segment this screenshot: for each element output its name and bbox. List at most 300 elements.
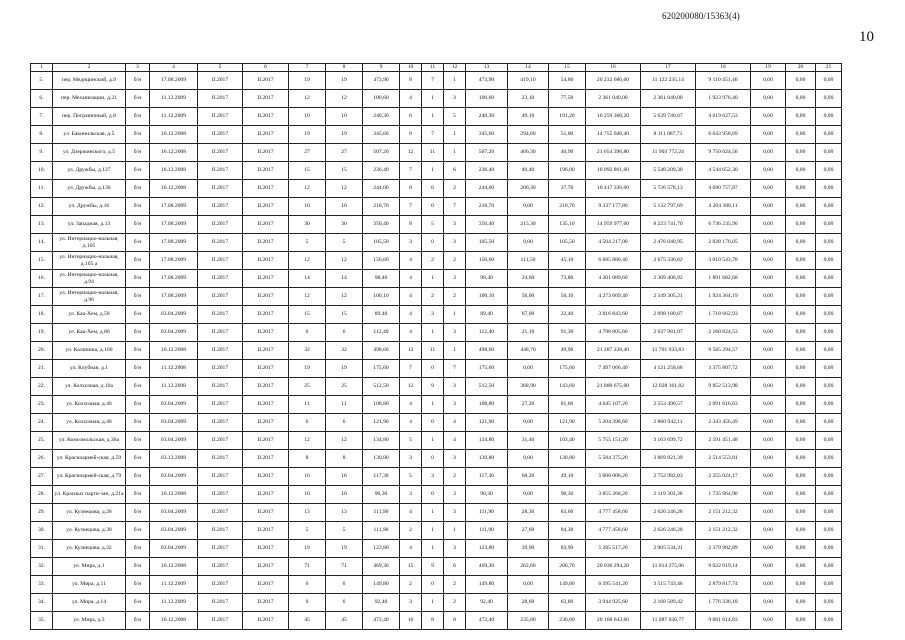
table-cell: 16: [289, 468, 326, 486]
table-cell: 28,30: [508, 504, 549, 522]
table-cell: 31,40: [508, 432, 549, 450]
table-cell: 3: [444, 90, 466, 108]
table-cell: 40,40: [508, 162, 549, 180]
table-cell: 2 905 534,31: [641, 540, 696, 558]
column-number-header: 11: [422, 64, 444, 72]
table-cell: 3 069 821,39: [641, 450, 696, 468]
table-cell: 73,80: [549, 270, 586, 288]
table-cell: 0,00: [751, 594, 786, 612]
table-cell: 12: [326, 180, 363, 198]
table-cell: 8: [400, 126, 422, 144]
table-cell: 244,00: [466, 180, 508, 198]
table-cell: 19: [289, 360, 326, 378]
table-cell: 6: [326, 414, 363, 432]
table-cell: 0,00: [786, 378, 816, 396]
address-cell: ул. Колхозная, д.10а: [53, 378, 126, 396]
table-cell: б/н: [126, 324, 150, 342]
table-cell: 17.08.2009: [150, 288, 198, 306]
table-cell: 0,00: [816, 558, 842, 576]
table-cell: 5 755 151,20: [586, 432, 641, 450]
table-cell: 236,40: [363, 162, 400, 180]
table-cell: II.2017: [243, 216, 289, 234]
table-cell: II.2017: [198, 126, 243, 144]
table-cell: 111,90: [363, 504, 400, 522]
address-cell: ул. Бакинильская, д.5: [53, 126, 126, 144]
column-number-header: 19: [751, 64, 786, 72]
table-cell: 0,00: [786, 396, 816, 414]
table-cell: 111,90: [466, 522, 508, 540]
table-cell: б/н: [126, 90, 150, 108]
table-cell: 0,00: [786, 522, 816, 540]
table-cell: 03.04.2009: [150, 522, 198, 540]
table-cell: 0,00: [751, 306, 786, 324]
table-cell: 0,00: [751, 216, 786, 234]
table-cell: 8: [326, 450, 363, 468]
table-cell: 2 309 406,92: [641, 270, 696, 288]
table-cell: 1: [422, 90, 444, 108]
row-index-cell: 14.: [31, 234, 53, 252]
table-cell: 206,70: [549, 558, 586, 576]
table-cell: 20 232 686,60: [586, 72, 641, 90]
table-cell: 3: [444, 396, 466, 414]
table-cell: 8 223 741,70: [641, 216, 696, 234]
table-cell: 1: [422, 324, 444, 342]
table-row: [31, 162, 842, 180]
table-cell: 0,00: [751, 234, 786, 252]
housing-table: [30, 63, 842, 630]
table-cell: 16.12.2008: [150, 612, 198, 630]
table-cell: 5 548 209,30: [641, 162, 696, 180]
table-cell: 469,30: [363, 558, 400, 576]
table-cell: II.2017: [198, 486, 243, 504]
table-cell: 1 923 976,40: [696, 90, 751, 108]
table-row: [31, 288, 842, 306]
table-cell: 0,00: [816, 486, 842, 504]
table-cell: 12: [289, 90, 326, 108]
table-cell: 112,40: [466, 324, 508, 342]
table-cell: 83,90: [549, 540, 586, 558]
row-index-cell: 27.: [31, 468, 53, 486]
table-cell: 4 619 627,53: [696, 108, 751, 126]
table-cell: 19: [289, 126, 326, 144]
table-cell: 2 637 981,07: [641, 324, 696, 342]
table-cell: II.2017: [198, 90, 243, 108]
table-cell: 27,60: [508, 522, 549, 540]
table-cell: 27: [326, 144, 363, 162]
table-cell: II.2017: [198, 576, 243, 594]
table-cell: 1 735 964,90: [696, 486, 751, 504]
table-cell: 121,90: [466, 414, 508, 432]
table-cell: 0,00: [751, 180, 786, 198]
table-cell: 27,20: [508, 396, 549, 414]
table-cell: б/н: [126, 288, 150, 306]
table-cell: 25: [289, 378, 326, 396]
address-cell: ул. Красноармей-ская, д.79: [53, 468, 126, 486]
table-cell: II.2017: [198, 432, 243, 450]
table-cell: 5 132 797,69: [641, 198, 696, 216]
table-cell: 1: [444, 72, 466, 90]
address-cell: ул. Клубная, д.1: [53, 360, 126, 378]
table-cell: б/н: [126, 396, 150, 414]
table-cell: 123,80: [363, 540, 400, 558]
table-cell: II.2017: [198, 504, 243, 522]
table-cell: 3: [444, 234, 466, 252]
table-cell: 0,00: [816, 396, 842, 414]
table-cell: 9 585 294,57: [696, 342, 751, 360]
table-cell: 8: [422, 612, 444, 630]
table-cell: 0,00: [508, 450, 549, 468]
table-cell: 111,90: [363, 522, 400, 540]
table-cell: 12: [400, 378, 422, 396]
table-cell: 22,40: [549, 306, 586, 324]
table-cell: 7: [444, 360, 466, 378]
table-cell: 16.12.2008: [150, 342, 198, 360]
table-cell: II.2017: [198, 612, 243, 630]
table-cell: 4 777 458,60: [586, 522, 641, 540]
table-cell: 10 092 861,60: [586, 162, 641, 180]
table-cell: 0,00: [751, 576, 786, 594]
table-cell: 6: [422, 180, 444, 198]
table-cell: 3: [444, 216, 466, 234]
address-cell: ул. Дзержинского, д.5: [53, 144, 126, 162]
table-cell: 2 168 589,42: [641, 594, 696, 612]
table-cell: 10 259 368,20: [586, 108, 641, 126]
table-cell: II.2017: [198, 288, 243, 306]
table-row: [31, 594, 842, 612]
table-cell: 0,00: [816, 522, 842, 540]
table-cell: 10: [289, 108, 326, 126]
table-cell: II.2017: [243, 414, 289, 432]
table-cell: 244,00: [363, 180, 400, 198]
table-row: [31, 306, 842, 324]
table-cell: 45: [289, 612, 326, 630]
table-cell: 7: [400, 360, 422, 378]
table-cell: б/н: [126, 414, 150, 432]
table-cell: II.2017: [243, 162, 289, 180]
table-cell: 50,10: [549, 288, 586, 306]
table-cell: 0,00: [816, 144, 842, 162]
table-cell: 350,40: [466, 216, 508, 234]
table-cell: 15: [326, 162, 363, 180]
address-cell: ул. Колхозная, д.46: [53, 396, 126, 414]
table-cell: 498,60: [466, 342, 508, 360]
row-index-cell: 32.: [31, 558, 53, 576]
column-number-header: 4: [150, 64, 198, 72]
table-cell: 240,30: [466, 108, 508, 126]
table-cell: 25: [326, 378, 363, 396]
address-cell: пер. Пограничный, д.8: [53, 108, 126, 126]
table-cell: 2 361 040,00: [641, 90, 696, 108]
address-cell: ул. Комсомольская, д.36а: [53, 432, 126, 450]
table-cell: 11.12.2008: [150, 360, 198, 378]
table-cell: 03.04.2009: [150, 414, 198, 432]
column-number-header: 15: [549, 64, 586, 72]
table-cell: II.2017: [198, 468, 243, 486]
table-cell: 345,60: [466, 126, 508, 144]
table-row: [31, 468, 842, 486]
table-cell: 15: [400, 558, 422, 576]
table-cell: 0,00: [786, 90, 816, 108]
table-cell: II.2017: [198, 144, 243, 162]
table-cell: 9 337 177,80: [586, 198, 641, 216]
table-cell: 100,10: [466, 288, 508, 306]
table-cell: 6 643 958,69: [696, 126, 751, 144]
table-cell: 15: [289, 162, 326, 180]
table-cell: 9 110 451,46: [696, 72, 751, 90]
table-cell: б/н: [126, 126, 150, 144]
table-cell: 0,00: [816, 324, 842, 342]
table-cell: 0,00: [786, 252, 816, 270]
address-cell: ул. Интернацио-нальная, д.105 а: [53, 252, 126, 270]
address-cell: ул. Западная, д.13: [53, 216, 126, 234]
table-cell: 16.12.2008: [150, 144, 198, 162]
table-cell: 6: [400, 108, 422, 126]
table-cell: 368,90: [508, 378, 549, 396]
column-number-header: 20: [786, 64, 816, 72]
table-cell: 0,00: [786, 72, 816, 90]
table-cell: 16.12.2008: [150, 486, 198, 504]
table-cell: 32: [289, 342, 326, 360]
table-cell: 11 903 772,24: [641, 144, 696, 162]
table-cell: 0,00: [786, 234, 816, 252]
row-index-cell: 24.: [31, 414, 53, 432]
table-cell: 4 645 107,20: [586, 396, 641, 414]
table-cell: 2: [444, 594, 466, 612]
table-cell: 512,50: [363, 378, 400, 396]
table-cell: II.2017: [243, 450, 289, 468]
table-cell: 11.12.2009: [150, 594, 198, 612]
table-cell: 1: [422, 540, 444, 558]
column-number-header: 16: [586, 64, 641, 72]
table-cell: 21 287 228,40: [586, 342, 641, 360]
row-index-cell: 21.: [31, 360, 53, 378]
address-cell: ул. Колхозная, д.48: [53, 414, 126, 432]
table-cell: 51,00: [549, 126, 586, 144]
column-number-header: 18: [696, 64, 751, 72]
table-cell: 3: [422, 468, 444, 486]
table-cell: 68,20: [508, 468, 549, 486]
table-cell: 54,80: [549, 72, 586, 90]
table-cell: 1 924 364,19: [696, 288, 751, 306]
table-cell: 191,20: [549, 108, 586, 126]
table-cell: 19: [289, 72, 326, 90]
table-cell: 4 121 258,68: [641, 360, 696, 378]
table-cell: 0,00: [816, 504, 842, 522]
address-cell: ул. Кузнецова, д.32: [53, 540, 126, 558]
table-cell: II.2017: [243, 396, 289, 414]
table-cell: 27: [289, 144, 326, 162]
table-cell: II.2017: [243, 378, 289, 396]
table-cell: 11.12.2009: [150, 576, 198, 594]
table-cell: 0,00: [816, 288, 842, 306]
table-row: [31, 396, 842, 414]
table-cell: 143,60: [549, 378, 586, 396]
table-cell: 20 168 643,60: [586, 612, 641, 630]
table-cell: 12: [400, 342, 422, 360]
table-cell: 4 273 669,40: [586, 288, 641, 306]
table-cell: 0: [422, 576, 444, 594]
table-cell: 40,90: [549, 144, 586, 162]
table-cell: II.2017: [243, 288, 289, 306]
table-cell: 3: [444, 504, 466, 522]
table-cell: II.2017: [243, 558, 289, 576]
table-cell: б/н: [126, 144, 150, 162]
table-cell: 16: [400, 612, 422, 630]
address-cell: ул. Дружбы, д.136: [53, 180, 126, 198]
table-cell: 4: [400, 540, 422, 558]
table-cell: б/н: [126, 378, 150, 396]
table-cell: 498,60: [363, 342, 400, 360]
table-cell: 1: [444, 306, 466, 324]
table-cell: 1 891 682,68: [696, 270, 751, 288]
table-cell: 100,60: [363, 90, 400, 108]
table-header-row: [31, 64, 842, 72]
row-index-cell: 6.: [31, 90, 53, 108]
table-cell: 63,80: [549, 594, 586, 612]
table-cell: 0,00: [816, 432, 842, 450]
table-cell: б/н: [126, 306, 150, 324]
table-cell: 7: [422, 126, 444, 144]
table-cell: 7: [400, 198, 422, 216]
table-cell: 262,60: [508, 558, 549, 576]
table-cell: 8: [400, 72, 422, 90]
table-cell: 0,00: [751, 486, 786, 504]
table-cell: 0,00: [816, 90, 842, 108]
table-cell: II.2017: [198, 198, 243, 216]
table-cell: 0,00: [786, 162, 816, 180]
table-cell: 0,00: [816, 72, 842, 90]
table-cell: 196,00: [549, 162, 586, 180]
table-cell: 0,00: [816, 252, 842, 270]
table-cell: 0,00: [786, 108, 816, 126]
table-cell: 0,00: [786, 288, 816, 306]
table-cell: 175,60: [549, 360, 586, 378]
table-cell: 0,00: [508, 414, 549, 432]
table-cell: 9: [422, 558, 444, 576]
column-number-header: 5: [198, 64, 243, 72]
table-cell: II.2017: [243, 126, 289, 144]
table-cell: 15: [326, 306, 363, 324]
table-cell: 156,60: [466, 252, 508, 270]
table-cell: 473,90: [363, 72, 400, 90]
table-cell: 0,00: [751, 270, 786, 288]
table-cell: 5: [400, 432, 422, 450]
table-row: [31, 558, 842, 576]
table-cell: 117,30: [363, 468, 400, 486]
table-cell: II.2017: [198, 360, 243, 378]
table-cell: 6 685 880,40: [586, 252, 641, 270]
address-cell: пер. Медицинский, д.9: [53, 72, 126, 90]
table-cell: 10: [326, 198, 363, 216]
table-cell: 39,90: [508, 540, 549, 558]
table-cell: 17.08.2009: [150, 270, 198, 288]
address-cell: ул. Каа-Хем, д.58: [53, 306, 126, 324]
table-cell: 90,30: [363, 486, 400, 504]
table-cell: 15: [289, 306, 326, 324]
table-cell: б/н: [126, 72, 150, 90]
table-row: [31, 432, 842, 450]
table-cell: 0,00: [751, 396, 786, 414]
table-cell: II.2017: [243, 198, 289, 216]
table-cell: 90,30: [549, 486, 586, 504]
table-cell: 1: [422, 594, 444, 612]
table-cell: 0,00: [751, 324, 786, 342]
table-cell: 0,00: [786, 414, 816, 432]
table-cell: 7: [422, 72, 444, 90]
table-cell: 0,00: [786, 360, 816, 378]
table-cell: 0,00: [786, 306, 816, 324]
table-cell: 12: [289, 180, 326, 198]
table-cell: II.2017: [198, 324, 243, 342]
row-index-cell: 16.: [31, 270, 53, 288]
table-cell: 2 028 176,05: [696, 234, 751, 252]
table-cell: 507,20: [363, 144, 400, 162]
table-cell: 5 726 578,13: [641, 180, 696, 198]
row-index-cell: 9.: [31, 144, 53, 162]
table-cell: 2: [444, 576, 466, 594]
table-cell: 0,00: [751, 468, 786, 486]
table-cell: 0,00: [751, 72, 786, 90]
table-cell: 0,00: [786, 594, 816, 612]
table-cell: 1 776 336,18: [696, 594, 751, 612]
table-row: [31, 486, 842, 504]
table-cell: 218,70: [549, 198, 586, 216]
table-cell: 5: [289, 522, 326, 540]
table-cell: 108,80: [363, 396, 400, 414]
table-cell: 206,30: [508, 180, 549, 198]
table-row: [31, 234, 842, 252]
table-cell: II.2017: [198, 162, 243, 180]
table-cell: б/н: [126, 432, 150, 450]
table-cell: 0,00: [751, 414, 786, 432]
table-cell: II.2017: [243, 180, 289, 198]
table-cell: 11 014 275,06: [641, 558, 696, 576]
table-cell: 6: [326, 576, 363, 594]
table-cell: 0,00: [786, 126, 816, 144]
row-index-cell: 20.: [31, 342, 53, 360]
table-cell: 03.04.2009: [150, 306, 198, 324]
address-cell: ул. Кузнецова, д.28: [53, 504, 126, 522]
table-cell: 10: [289, 198, 326, 216]
table-cell: 9 022 019,14: [696, 558, 751, 576]
table-cell: 2 860 942,11: [641, 414, 696, 432]
table-cell: 9 852 513,98: [696, 378, 751, 396]
table-cell: 112,40: [363, 324, 400, 342]
table-cell: 0,00: [816, 612, 842, 630]
table-cell: II.2017: [243, 144, 289, 162]
table-cell: 92,40: [466, 594, 508, 612]
table-cell: 11.12.2009: [150, 90, 198, 108]
table-cell: 2 343 456,49: [696, 414, 751, 432]
table-cell: 3: [422, 306, 444, 324]
table-cell: 21,10: [508, 324, 549, 342]
table-cell: 6 736 235,90: [696, 216, 751, 234]
table-cell: 6: [326, 594, 363, 612]
table-cell: 0,00: [751, 378, 786, 396]
table-cell: 2 591 451,48: [696, 432, 751, 450]
table-cell: 7 497 066,40: [586, 360, 641, 378]
table-cell: 105,50: [363, 234, 400, 252]
table-cell: 2 626 246,28: [641, 522, 696, 540]
table-cell: II.2017: [243, 252, 289, 270]
table-cell: 236,40: [466, 162, 508, 180]
column-number-header: 10: [400, 64, 422, 72]
table-cell: 20 036 294,20: [586, 558, 641, 576]
table-row: [31, 342, 842, 360]
table-cell: 0,00: [751, 126, 786, 144]
table-cell: 3 010 543,78: [696, 252, 751, 270]
column-number-header: 12: [444, 64, 466, 72]
